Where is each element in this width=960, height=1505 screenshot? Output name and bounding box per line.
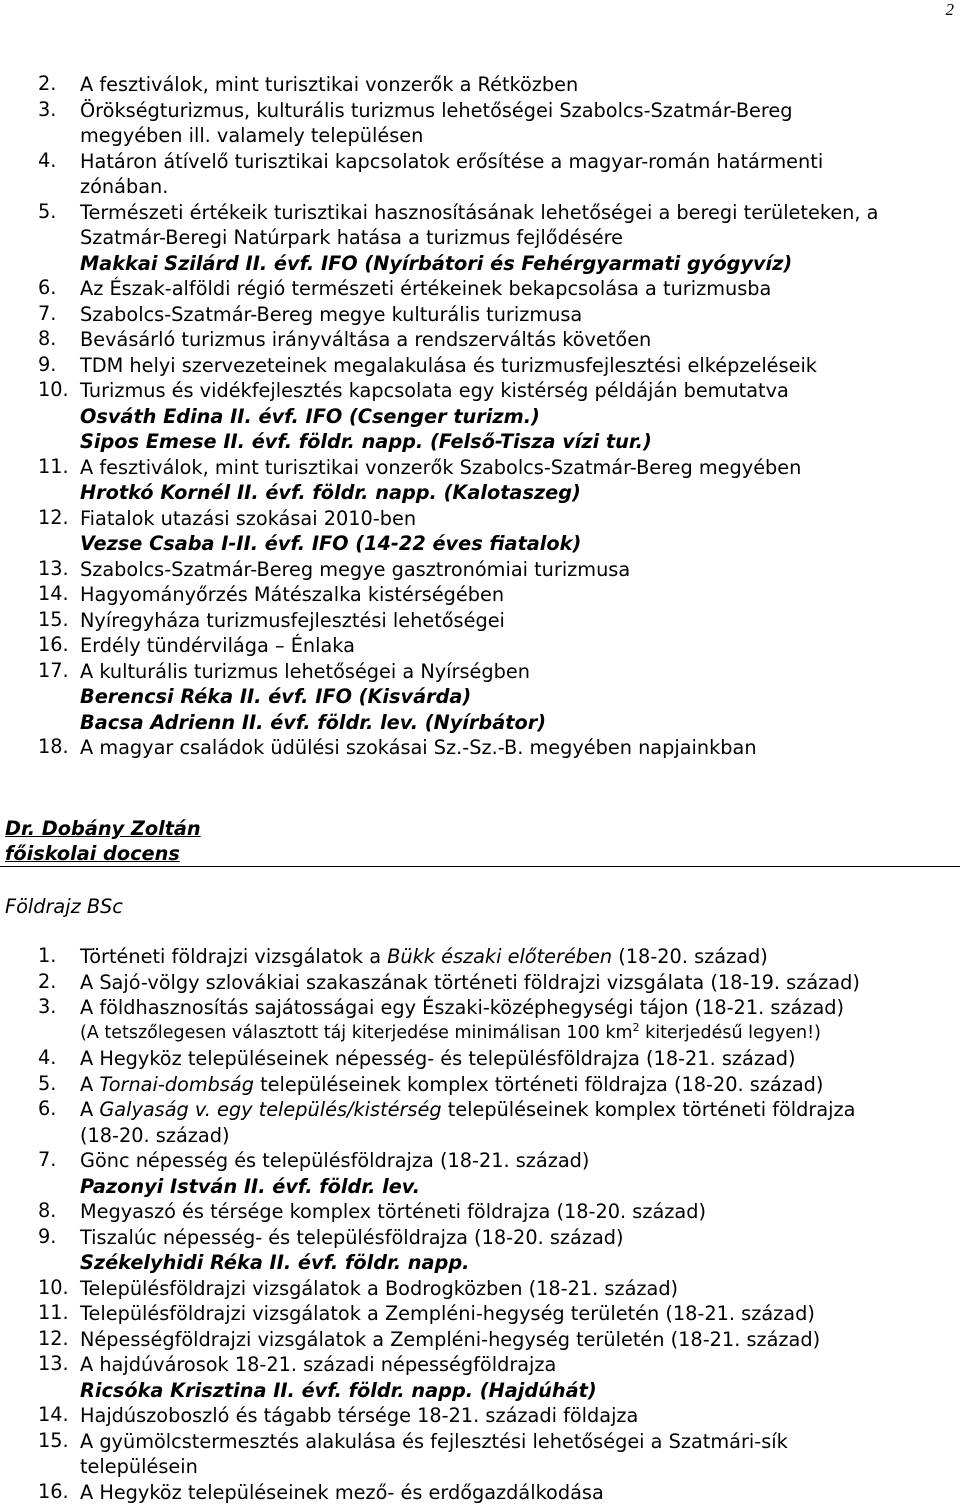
topic-title-line [80,1480,958,1505]
topic-title-line [80,995,958,1021]
topic-title-segment: Településföldrajzi vizsgálatok a Bodrogközben (18-21. század) [80,1276,679,1300]
topic-text [80,1046,958,1072]
assigned-student: Vezse Csaba I-II. évf. IFO (14-22 éves fiatalok) [80,532,582,555]
topic-item [38,98,958,149]
topic-title-segment: A [80,1072,100,1096]
topic-number: 9. [38,1224,57,1248]
topic-text [80,1429,958,1480]
topic-title-italic: Galyaság v. egy település/kistérség [99,1098,442,1121]
topic-title-line: A fesztiválok, mint turisztikai vonzerők Szabolcs-Szatmár-Bereg megyében [80,455,802,479]
topic-item [38,1148,958,1199]
topic-text [80,455,958,506]
topic-title-italic: Tornai-dombság [99,1072,254,1096]
topic-number: 3. [38,995,57,1018]
topic-title-line [80,1148,958,1174]
topic-item [38,1301,958,1327]
topic-text [80,149,958,200]
topic-title-line [80,1276,958,1302]
topic-title-italic: Bükk északi előterében [387,945,613,968]
assigned-student: Székelyhidi Réka II. évf. földr. napp. [80,1251,470,1274]
topic-number: 4. [38,1046,57,1069]
topic-title-line: TDM helyi szervezeteinek megalakulása és turizmusfejlesztési elképzeléseik [80,353,817,377]
topic-item [38,608,958,634]
topic-text [80,1097,958,1148]
topic-text [80,1148,958,1199]
topic-item [38,1327,958,1353]
topic-text [80,98,958,149]
topic-item [38,944,958,970]
topic-text [80,608,958,634]
topic-number: 2. [38,72,57,95]
topic-title-line: Hagyományőrzés Mátészalka kistérségében [80,583,505,606]
topic-number: 17. [38,658,69,682]
topic-list-geography [38,944,958,1505]
topic-item [38,557,958,583]
topic-number: 4. [38,148,57,172]
topic-text [80,1327,958,1353]
topic-number: 7. [38,1148,57,1171]
topic-number: 7. [38,301,57,325]
topic-item [38,353,958,379]
topic-number: 11. [38,1301,69,1324]
topic-item [38,1225,958,1276]
topic-text [80,659,958,736]
topic-item [38,276,958,302]
topic-title-segment: A Hegyköz településeinek mező- és erdőgazdálkodása [80,1480,604,1504]
topic-title-line: Az Észak-alföldi régió természeti értékeinek bekapcsolása a turizmusba [80,277,772,300]
topic-title-line: Természeti értékeik turisztikai hasznosításának lehetőségei a beregi területeken, a [80,200,879,224]
topic-title-line: Szatmár-Beregi Natúrpark hatása a turizmus fejlődésére [80,226,623,249]
topic-title-line: Fiatalok utazási szokásai 2010-ben [80,506,417,530]
topic-number: 16. [38,633,69,656]
topic-title-segment: Népességföldrajzi vizsgálatok a Zempléni-hegység területén (18-21. század) [80,1327,821,1351]
topic-title-segment: A [80,1098,100,1121]
assigned-student: Osváth Edina II. évf. IFO (Csenger turizm.) [80,404,540,428]
topic-title-line: A kulturális turizmus lehetőségei a Nyírségben [80,659,530,683]
topic-title-line: Határon átívelő turisztikai kapcsolatok erősítése a magyar-román határmenti [80,149,824,173]
topic-title-line [80,944,958,970]
topic-title-segment: Történeti földrajzi vizsgálatok a [80,945,388,968]
topic-number: 3. [38,97,57,121]
topic-title-line: megyében ill. valamely településen [80,124,424,147]
topic-title-line [80,1352,958,1378]
topic-text [80,633,958,659]
topic-item [38,1352,958,1403]
topic-item [38,506,958,557]
topic-item [38,659,958,736]
note-superscript: 2 [632,1020,640,1034]
topic-text [80,72,958,98]
topic-title-segment: Hajdúszoboszló és tágabb térsége 18-21. századi földajza [80,1404,639,1427]
topic-item [38,735,958,761]
note-text: (A tetszőlegesen választott táj kiterjedése minimálisan 100 km [80,1022,633,1043]
topic-title-segment: A gyümölcstermesztés alakulása és fejlesztési lehetőségei a Szatmári-sík [80,1429,788,1453]
topic-item [38,1480,958,1505]
topic-title-line [80,1199,958,1225]
topic-text [80,1403,958,1429]
topic-text [80,1480,958,1505]
section-divider [0,866,960,867]
topic-text [80,1276,958,1302]
topic-number: 5. [38,199,57,223]
topic-number: 12. [38,1326,69,1350]
topic-title-segment: településeinek komplex történeti földrajza [441,1098,856,1121]
topic-title-segment: A hajdúvárosok 18-21. századi népességföldrajza [80,1353,557,1376]
topic-text [80,1199,958,1225]
topic-item [38,327,958,353]
topic-number: 9. [38,352,57,376]
topic-number: 5. [38,1071,57,1095]
topic-title-line: zónában. [80,175,169,198]
topic-item [38,1046,958,1072]
supervisor-heading [5,816,201,866]
topic-title-segment: Gönc népesség és településföldrajza (18-21. század) [80,1149,590,1172]
assigned-student: Pazonyi István II. évf. földr. lev. [80,1174,421,1198]
topic-title-segment: (18-20. század) [612,945,768,968]
topic-text [80,735,958,761]
topic-number: 12. [38,505,69,529]
topic-title-line: Nyíregyháza turizmusfejlesztési lehetőségei [80,608,505,632]
topic-number: 11. [38,454,69,478]
topic-text [80,200,958,277]
topic-text [80,1301,958,1327]
topic-text [80,582,958,608]
topic-title-line [80,1429,958,1455]
topic-title-segment: A Sajó-völgy szlovákiai szakaszának történeti földrajzi vizsgálata (18-19. század) [80,970,860,994]
topic-item [38,633,958,659]
topic-title-line [80,970,958,996]
assigned-student: Makkai Szilárd II. évf. IFO (Nyírbátori és Fehérgyarmati gyógyvíz) [80,251,793,275]
topic-text [80,276,958,302]
topic-number: 1. [38,944,57,967]
supervisor-title: főiskolai docens [5,842,180,865]
assigned-student: Berencsi Réka II. évf. IFO (Kisvárda) [80,685,472,708]
topic-number: 18. [38,735,69,758]
topic-item [38,378,958,455]
topic-item [38,995,958,1046]
topic-text [80,302,958,328]
topic-title-line [80,1225,958,1251]
note-text: kiterjedésű legyen!) [639,1022,821,1043]
topic-list-tourism [38,72,958,761]
topic-title-line: (18-20. század) [80,1123,230,1147]
topic-text [80,1072,958,1098]
topic-item [38,1429,958,1480]
topic-text [80,378,958,455]
topic-title-line: Turizmus és vidékfejlesztés kapcsolata egy kistérség példáján bemutatva [80,379,789,402]
topic-item [38,1199,958,1225]
topic-title-line [80,1301,958,1327]
topic-item [38,72,958,98]
supervisor-name: Dr. Dobány Zoltán [5,817,201,840]
topic-item [38,1403,958,1429]
topic-title-line: településein [80,1455,198,1478]
topic-number: 8. [38,1199,57,1222]
topic-item [38,1097,958,1148]
topic-title-line [80,1097,958,1123]
topic-title-line: Szabolcs-Szatmár-Bereg megye kulturális turizmusa [80,302,583,326]
topic-text [80,327,958,353]
topic-title-line [80,1327,958,1353]
topic-number: 10. [38,378,69,401]
topic-item [38,455,958,506]
topic-title-segment: Tiszalúc népesség- és településföldrajza (18-20. század) [80,1225,624,1249]
topic-text [80,506,958,557]
topic-number: 6. [38,1097,57,1120]
topic-item [38,582,958,608]
topic-text [80,1225,958,1276]
topic-title-segment: A földhasznosítás sajátosságai egy Északi-középhegységi tájon (18-21. század) [80,996,845,1019]
topic-item [38,970,958,996]
topic-number: 10. [38,1275,69,1299]
topic-number: 13. [38,556,69,580]
topic-title-line: Szabolcs-Szatmár-Bereg megye gasztronómiai turizmusa [80,557,631,581]
assigned-student: Hrotkó Kornél II. évf. földr. napp. (Kalotaszeg) [80,481,581,504]
topic-title-line [80,1072,958,1098]
topic-text [80,944,958,970]
topic-number: 8. [38,327,57,350]
topic-title-line: Örökségturizmus, kulturális turizmus lehetőségei Szabolcs-Szatmár-Bereg [80,98,793,122]
topic-item [38,1072,958,1098]
topic-number: 13. [38,1352,69,1375]
topic-text [80,557,958,583]
topic-item [38,302,958,328]
topic-item [38,200,958,277]
topic-item [38,149,958,200]
topic-number: 14. [38,582,69,605]
assigned-student: Bacsa Adrienn II. évf. földr. lev. (Nyírbátor) [80,710,547,734]
topic-title-segment: településeinek komplex történeti földrajza (18-20. század) [253,1072,824,1096]
topic-number: 15. [38,607,69,631]
topic-title-line: A fesztiválok, mint turisztikai vonzerők a Rétközben [80,73,579,96]
topic-number: 16. [38,1479,69,1503]
topic-number: 6. [38,276,57,299]
topic-title-line [80,1046,958,1072]
topic-text [80,995,958,1046]
topic-title-segment: Megyaszó és térsége komplex történeti földrajza (18-20. század) [80,1200,706,1223]
topic-title-segment: A Hegyköz településeinek népesség- és településföldrajza (18-21. század) [80,1047,796,1070]
assigned-student: Sipos Emese II. évf. földr. napp. (Felső-Tisza vízi tur.) [80,430,652,453]
topic-text [80,970,958,996]
topic-text [80,353,958,379]
topic-title-line: Erdély tündérvilága – Énlaka [80,634,355,657]
page-number: 2 [945,0,954,19]
topic-number: 15. [38,1428,69,1452]
topic-title-line: A magyar családok üdülési szokásai Sz.-Sz.-B. megyében napjainkban [80,736,757,759]
topic-number: 14. [38,1403,69,1426]
assigned-student: Ricsóka Krisztina II. évf. földr. napp. (Hajdúhát) [80,1378,597,1402]
topic-text [80,1352,958,1403]
topic-title-line [80,1403,958,1429]
topic-title-line: Bevásárló turizmus irányváltása a rendszerváltás követően [80,328,652,351]
topic-title-segment: Településföldrajzi vizsgálatok a Zempléni-hegység területén (18-21. század) [80,1302,815,1325]
program-label: Földrajz BSc [5,895,123,918]
topic-number: 2. [38,969,57,993]
topic-item [38,1276,958,1302]
topic-note [80,1021,958,1047]
